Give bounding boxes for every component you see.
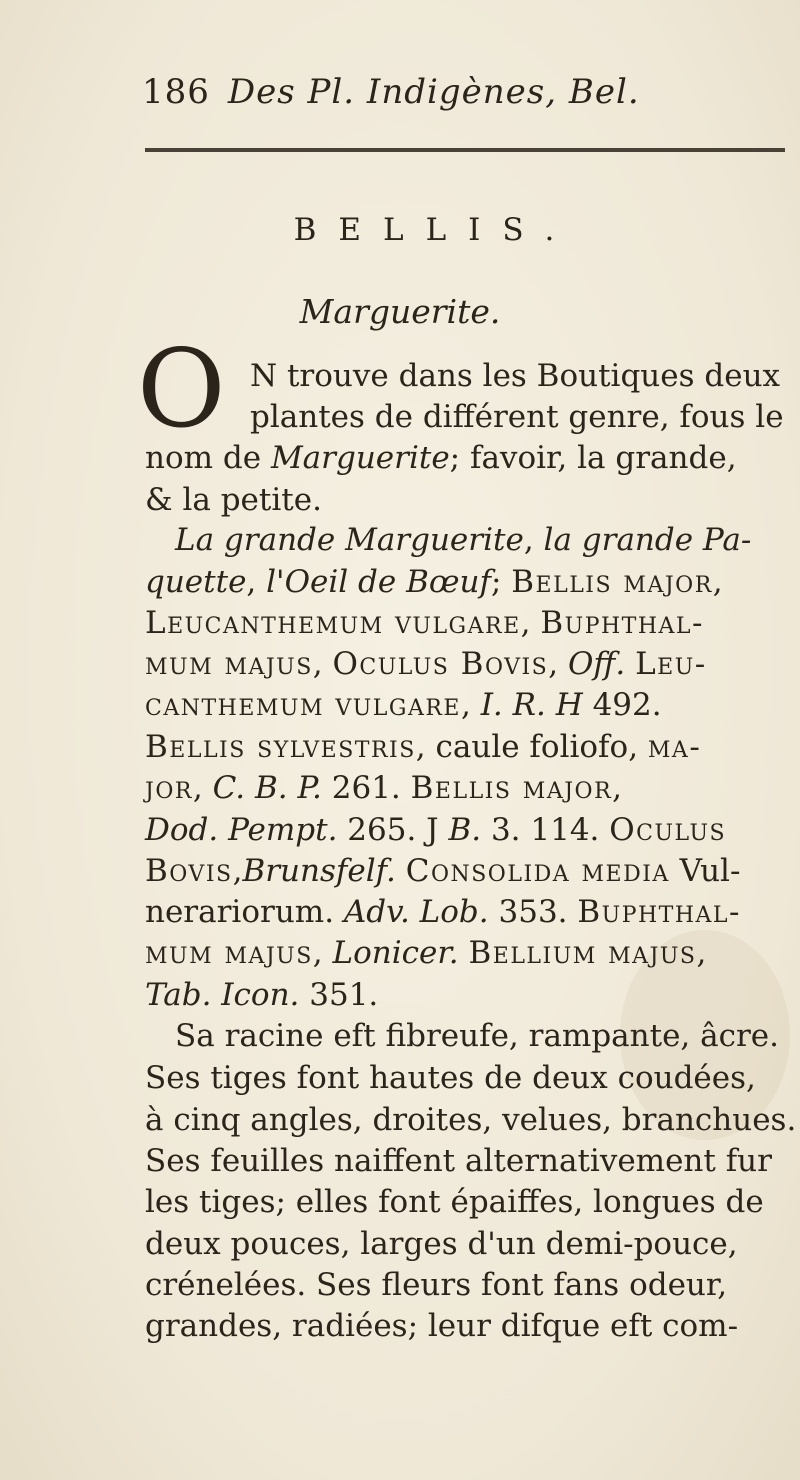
section-title: BELLIS. bbox=[293, 212, 577, 248]
text-segment: , bbox=[612, 770, 622, 806]
text-line bbox=[145, 1100, 796, 1140]
text-line bbox=[145, 685, 662, 725]
text-segment: la grande Pa- bbox=[543, 522, 752, 558]
text-segment: , caule foliofo, bbox=[415, 729, 648, 765]
text-segment: 265. J bbox=[337, 812, 449, 848]
text-line bbox=[145, 1224, 738, 1264]
text-segment: ma- bbox=[647, 729, 702, 765]
text-line bbox=[145, 892, 741, 932]
text-segment: Adv. Lob. bbox=[343, 894, 489, 930]
text-segment: I. R. H bbox=[480, 687, 583, 723]
header-rule bbox=[145, 148, 785, 152]
text-segment: Dod. Pempt. bbox=[145, 812, 338, 848]
text-segment: jor bbox=[145, 770, 193, 806]
text-line bbox=[145, 975, 378, 1015]
text-segment: Vul- bbox=[669, 853, 741, 889]
text-segment: nom de bbox=[145, 440, 271, 476]
text-segment: Leucanthemum vulgare bbox=[145, 605, 521, 641]
text-segment: ; bbox=[490, 564, 512, 600]
text-segment: plantes de différent genre, fous le bbox=[250, 399, 784, 435]
text-line bbox=[145, 727, 701, 767]
text-segment: N trouve dans les Boutiques deux bbox=[250, 358, 781, 394]
text-segment: Bellis sylvestris bbox=[145, 729, 416, 765]
text-segment: , bbox=[192, 770, 213, 806]
text-segment: grandes, radiées; leur difque eft com- bbox=[145, 1308, 739, 1344]
text-segment: , bbox=[523, 522, 544, 558]
text-segment: , bbox=[520, 605, 541, 641]
text-segment: nerariorum. bbox=[145, 894, 344, 930]
text-segment: crénelées. Ses fleurs font fans odeur, bbox=[145, 1267, 728, 1303]
page-number: 186 bbox=[142, 72, 210, 112]
text-segment: Oculus Bovis bbox=[332, 646, 549, 682]
text-line bbox=[250, 356, 780, 396]
drop-cap: O bbox=[137, 327, 226, 452]
text-line bbox=[145, 810, 726, 850]
text-segment: & la petite. bbox=[145, 482, 322, 518]
text-segment bbox=[396, 853, 406, 889]
text-line bbox=[175, 1016, 779, 1056]
text-segment: quette bbox=[145, 564, 247, 600]
text-segment: , bbox=[312, 646, 333, 682]
text-segment: deux pouces, larges d'un demi-pouce, bbox=[145, 1226, 738, 1262]
text-segment: Bellium majus bbox=[468, 935, 697, 971]
text-segment bbox=[459, 935, 469, 971]
text-segment: mum majus bbox=[145, 646, 313, 682]
text-segment: 353. bbox=[488, 894, 578, 930]
text-line bbox=[145, 438, 737, 478]
text-segment: Consolida media bbox=[405, 853, 670, 889]
text-segment: Ses feuilles naiffent alternativement fur bbox=[145, 1143, 772, 1179]
text-segment: , bbox=[696, 935, 707, 971]
text-line bbox=[175, 520, 751, 560]
text-segment: C. B. P. bbox=[212, 770, 322, 806]
text-segment: ; favoir, la grande, bbox=[449, 440, 737, 476]
text-line bbox=[145, 1058, 756, 1098]
text-segment: Marguerite bbox=[270, 440, 450, 476]
section-subtitle: Marguerite. bbox=[299, 292, 501, 331]
text-segment: Tab. Icon. bbox=[145, 977, 300, 1013]
text-line bbox=[145, 851, 740, 891]
text-segment: , bbox=[460, 687, 481, 723]
text-segment: 3. 114. bbox=[481, 812, 610, 848]
text-line bbox=[250, 397, 784, 437]
text-segment: 261. bbox=[321, 770, 411, 806]
text-line bbox=[145, 480, 322, 520]
text-segment: l'Oeil de Bœuf bbox=[266, 564, 491, 600]
text-segment: à cinq angles, droites, velues, branchues. bbox=[145, 1102, 797, 1138]
text-segment: Bellis major bbox=[410, 770, 613, 806]
running-title: Des Pl. Indigènes, Bel. bbox=[227, 72, 640, 112]
text-segment: Bovis bbox=[145, 853, 233, 889]
text-segment: La grande Marguerite bbox=[175, 522, 524, 558]
text-segment: mum majus bbox=[145, 935, 313, 971]
text-segment: Brunsfelf. bbox=[242, 853, 396, 889]
text-segment: Bellis major bbox=[511, 564, 713, 600]
text-segment bbox=[625, 646, 635, 682]
text-segment: Buphthal- bbox=[540, 605, 705, 641]
text-segment: , bbox=[548, 646, 568, 682]
text-segment: 351. bbox=[299, 977, 379, 1013]
text-segment: canthemum vulgare bbox=[145, 687, 461, 723]
text-segment: , bbox=[312, 935, 333, 971]
text-segment: Buphthal- bbox=[577, 894, 742, 930]
text-segment: Ses tiges font hautes de deux coudées, bbox=[145, 1060, 756, 1096]
text-segment: Oculus bbox=[609, 812, 727, 848]
text-segment: Off. bbox=[567, 646, 626, 682]
text-segment: les tiges; elles font épaiffes, longues de bbox=[145, 1184, 764, 1220]
text-segment: B. bbox=[448, 812, 482, 848]
text-line bbox=[145, 1182, 764, 1222]
text-segment: , bbox=[232, 853, 243, 889]
text-segment: , bbox=[712, 564, 723, 600]
text-segment: Sa racine eft fibreufe, rampante, âcre. bbox=[175, 1018, 779, 1054]
text-segment: Leu- bbox=[635, 646, 707, 682]
text-line bbox=[145, 1141, 772, 1181]
text-segment: 492. bbox=[582, 687, 662, 723]
text-line bbox=[145, 562, 723, 602]
text-line bbox=[145, 1265, 727, 1305]
text-line bbox=[145, 768, 622, 808]
running-head bbox=[142, 72, 782, 112]
text-line bbox=[145, 644, 707, 684]
text-line bbox=[145, 933, 706, 973]
text-segment: Lonicer. bbox=[332, 935, 459, 971]
text-segment: , bbox=[246, 564, 267, 600]
text-line bbox=[145, 1306, 738, 1346]
text-line bbox=[145, 603, 704, 643]
